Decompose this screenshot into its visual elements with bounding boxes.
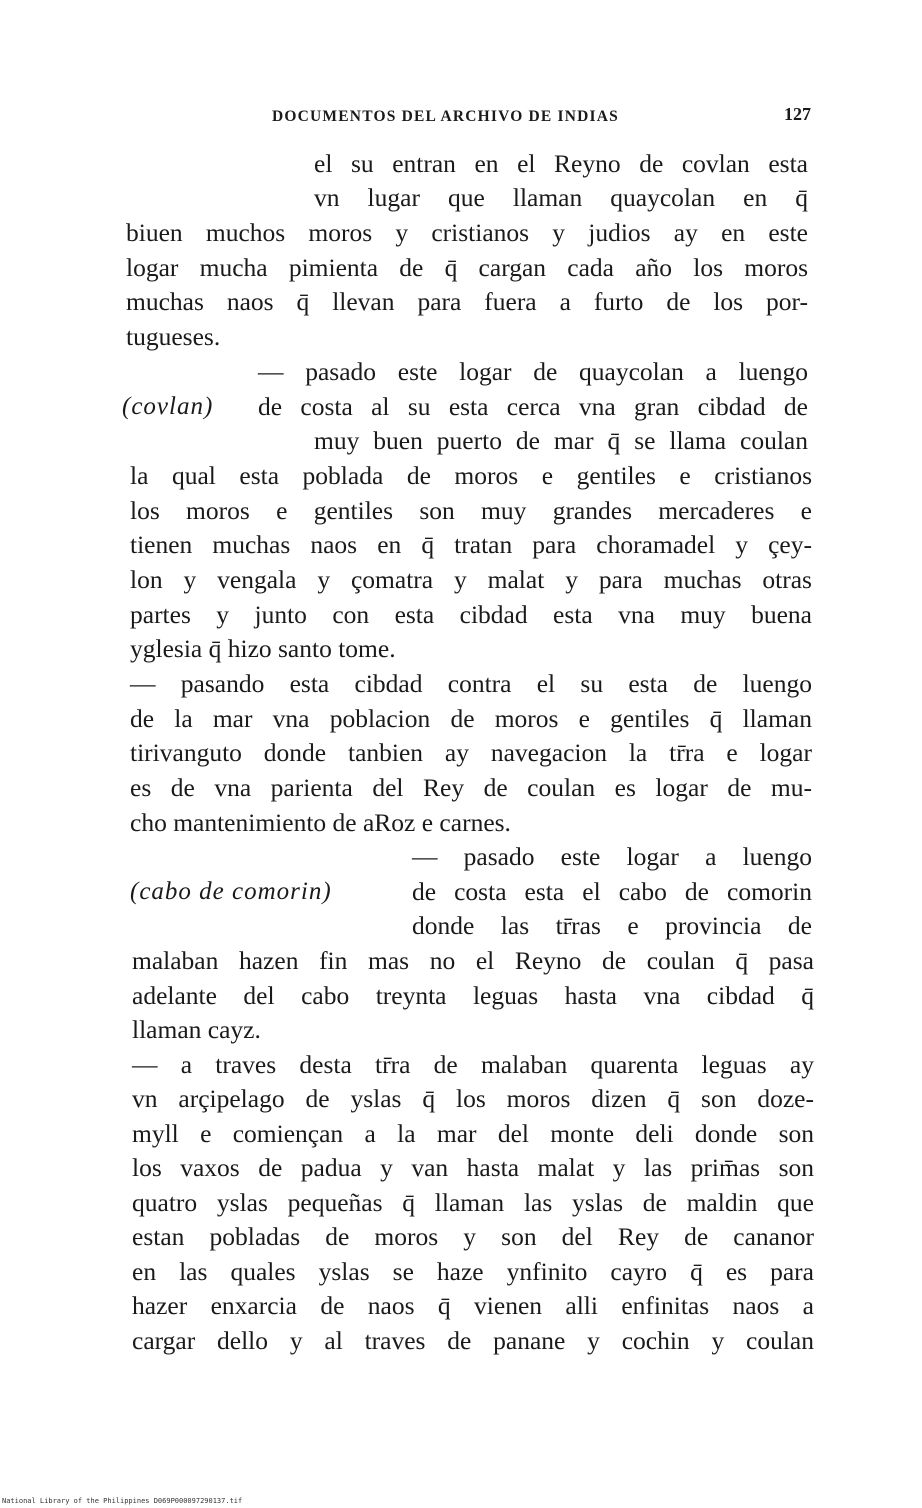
scan-footer: National Library of the Philippines D069P000097290137.tif [2,1497,243,1505]
text-line: — pasado este logar de quaycolan a luengo [258,357,808,386]
text-line: partes y junto con esta cibdad esta vna muy buena [130,600,812,629]
text-line: lon y vengala y çomatra y malat y para muchas otras [130,565,812,594]
text-line: los moros e gentiles son muy grandes mercaderes e [130,496,812,525]
text-line: es de vna parienta del Rey de coulan es logar de mu- [130,773,812,802]
text-line: yglesia q̄ hizo santo tome. [130,634,396,663]
text-line: tugueses. [126,322,221,351]
text-line: muy buen puerto de mar q̄ se llama coulan [314,426,808,455]
running-header [0,104,922,134]
text-line: en las quales yslas se haze ynfinito cayro q̄ es para [132,1257,814,1286]
text-line: malaban hazen fin mas no el Reyno de coulan q̄ pasa [132,946,814,975]
text-line: adelante del cabo treynta leguas hasta vna cibdad q̄ [132,981,814,1010]
text-line: de la mar vna poblacion de moros e gentiles q̄ llaman [130,704,812,733]
page-number: 127 [784,104,811,124]
margin-note-cabo-de-comorin: (cabo de comorin) [130,878,332,905]
text-line: — pasando esta cibdad contra el su esta de luengo [130,669,812,698]
margin-note-covlan: (covlan) [122,393,214,420]
text-line: el su entran en el Reyno de covlan esta [314,149,808,178]
text-line: — a traves desta tr̄ra de malaban quarenta leguas ay [132,1050,814,1079]
text-line: myll e comiençan a la mar del monte deli donde son [132,1119,814,1148]
text-line: vn lugar que llaman quaycolan en q̄ [314,183,808,212]
text-line: vn arçipelago de yslas q̄ los moros dizen q̄ son doze- [132,1084,814,1113]
text-line: de costa al su esta cerca vna gran cibdad de [258,392,808,421]
text-line: logar mucha pimienta de q̄ cargan cada año los moros [126,253,808,282]
text-line: — pasado este logar a luengo [412,842,812,871]
text-line: tirivanguto donde tanbien ay navegacion la tr̄ra e logar [130,738,812,767]
text-line: cho mantenimiento de aRoz e carnes. [130,808,511,837]
text-line: muchas naos q̄ llevan para fuera a furto de los por- [126,287,808,316]
text-line: de costa esta el cabo de comorin [412,877,812,906]
text-line: los vaxos de padua y van hasta malat y las prim̄as son [132,1153,814,1182]
text-line: estan pobladas de moros y son del Rey de cananor [132,1222,814,1251]
text-line: quatro yslas pequeñas q̄ llaman las yslas de maldin que [132,1188,814,1217]
text-line: llaman cayz. [132,1015,261,1044]
running-title: DOCUMENTOS DEL ARCHIVO DE INDIAS [272,108,619,125]
text-line: donde las tr̄ras e provincia de [412,911,812,940]
text-line: tienen muchas naos en q̄ tratan para choramadel y çey- [130,530,812,559]
text-line: hazer enxarcia de naos q̄ vienen alli enfinitas naos a [132,1291,814,1320]
text-line: biuen muchos moros y cristianos y judios ay en este [126,218,808,247]
text-line: la qual esta poblada de moros e gentiles e cristianos [130,461,812,490]
text-line: cargar dello y al traves de panane y cochin y coulan [132,1326,814,1355]
